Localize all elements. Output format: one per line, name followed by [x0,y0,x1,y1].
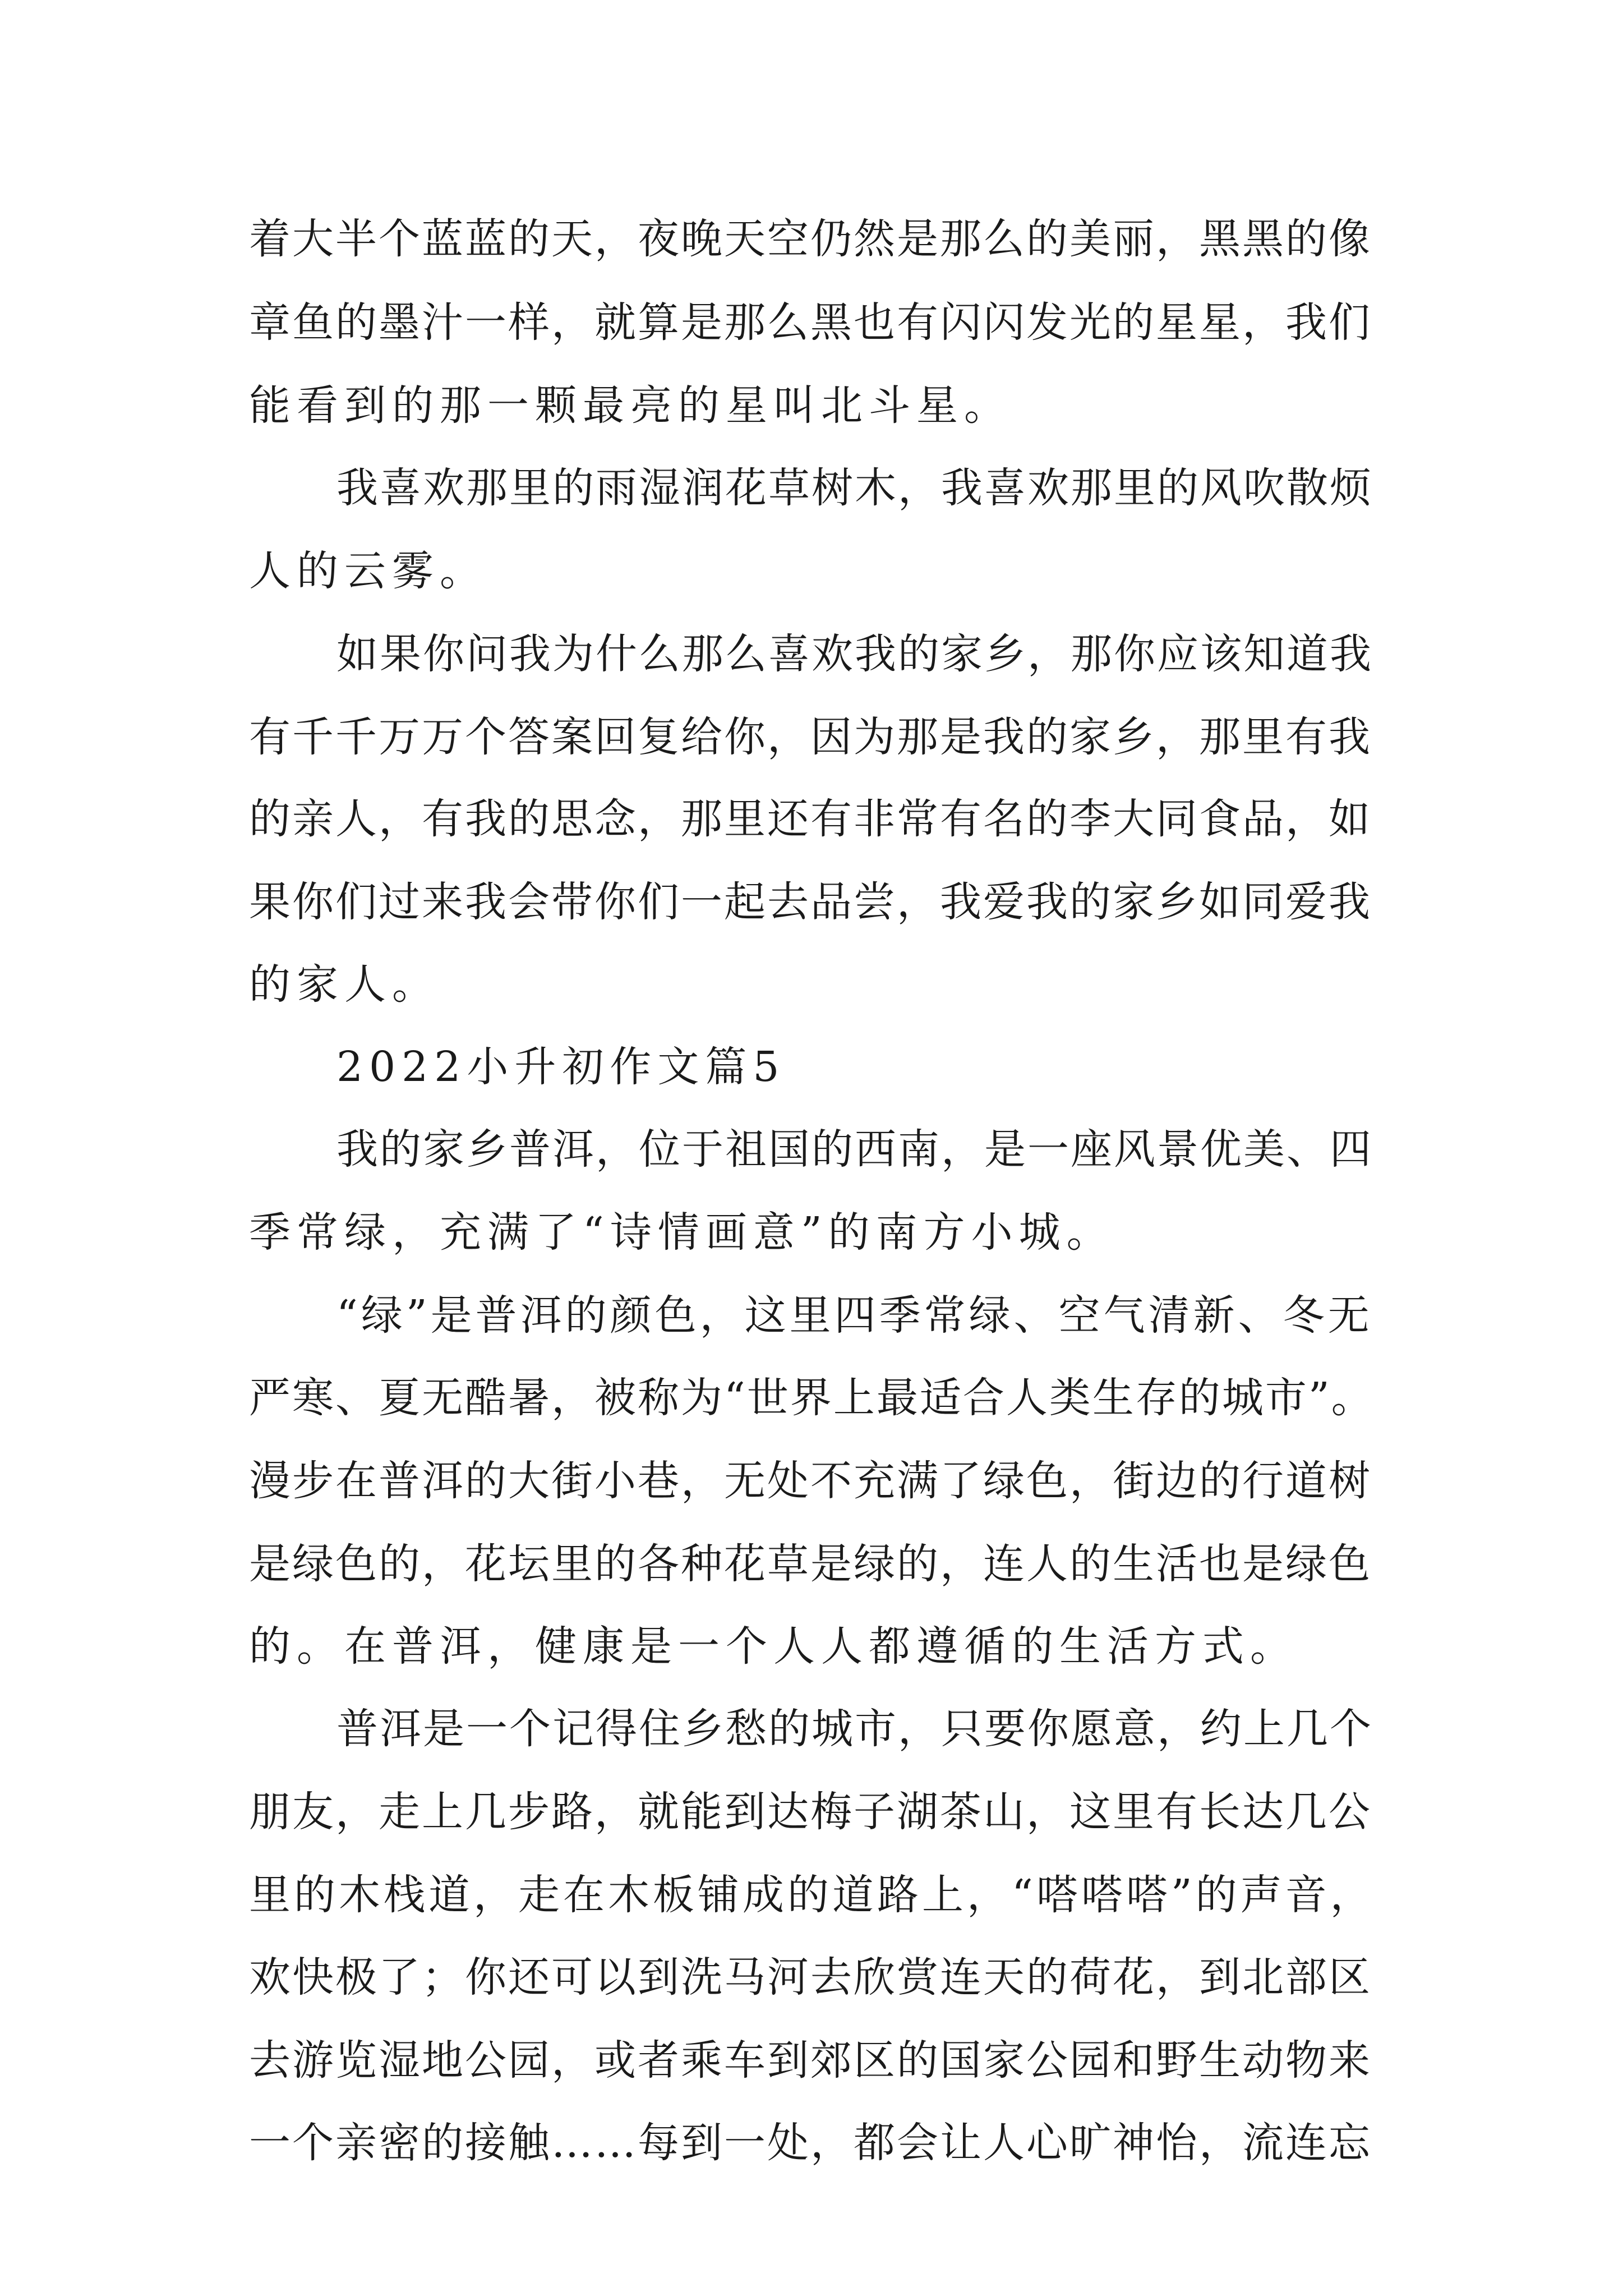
text-line: 我的家乡普洱，位于祖国的西南，是一座风景优美、四 [336,1125,1373,1174]
text-line: 欢快极了；你还可以到洗马河去欣赏连天的荷花，到北部区 [249,1953,1372,2001]
text-line: 漫步在普洱的大街小巷，无处不充满了绿色，街边的行道树 [249,1457,1372,1505]
text-line: 我喜欢那里的雨湿润花草树木，我喜欢那里的风吹散烦 [336,464,1373,512]
text-line: 的亲人，有我的思念，那里还有非常有名的李大同食品，如 [249,795,1372,843]
text-line: “绿”是普洱的颜色，这里四季常绿、空气清新、冬无 [336,1291,1373,1340]
text-line: 章鱼的墨汁一样，就算是那么黑也有闪闪发光的星星，我们 [249,298,1372,347]
text-line: 去游览湿地公园，或者乘车到郊区的国家公园和野生动物来 [249,2036,1372,2085]
text-line: 人的云雾。 [249,547,487,595]
text-line: 朋友，走上几步路，就能到达梅子湖茶山，这里有长达几公 [249,1788,1372,1836]
text-line: 严寒、夏无酷暑，被称为“世界上最适合人类生存的城市”。 [249,1374,1375,1422]
text-line: 一个亲密的接触……每到一处，都会让人心旷神怡，流连忘 [249,2119,1372,2167]
text-line: 的家人。 [249,960,440,1009]
text-line: 里的木栈道，走在木板铺成的道路上，“嗒嗒嗒”的声音， [249,1871,1375,1919]
text-line: 季常绿，充满了“诗情画意”的南方小城。 [249,1208,1114,1257]
text-line: 有千千万万个答案回复给你，因为那是我的家乡，那里有我 [249,713,1372,761]
section-heading: 2022小升初作文篇5 [336,1043,786,1091]
text-line: 如果你问我为什么那么喜欢我的家乡，那你应该知道我 [336,630,1373,678]
text-line: 果你们过来我会带你们一起去品尝，我爱我的家乡如同爱我 [249,878,1372,926]
text-line: 是绿色的，花坛里的各种花草是绿的，连人的生活也是绿色 [249,1540,1372,1588]
text-line: 的。在普洱，健康是一个人人都遵循的生活方式。 [249,1622,1298,1671]
text-line: 能看到的那一颗最亮的星叫北斗星。 [249,381,1012,430]
text-line: 普洱是一个记得住乡愁的城市，只要你愿意，约上几个 [336,1705,1373,1753]
text-line: 着大半个蓝蓝的天，夜晚天空仍然是那么的美丽，黑黑的像 [249,215,1372,263]
